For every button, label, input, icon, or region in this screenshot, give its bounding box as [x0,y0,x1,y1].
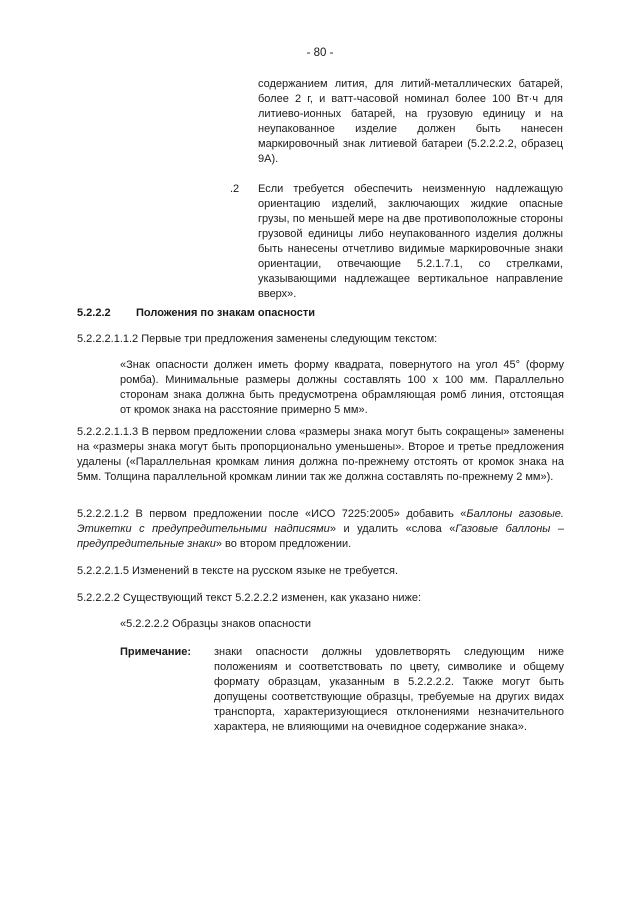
quoted-text-diamond-shape: «Знак опасности должен иметь форму квадрата, повернутого на угол 45° (форму ромба). Минимальные размеры должны составлять 100 x 100 мм. Параллельно сторонам знака должна быть предусмотрена обрамляющая ромб линия, отстоящая от кромок знака на расстояние примерно 5 мм». [120,359,564,416]
section-number: 5.2.2.2 [77,307,111,319]
note-text: знаки опасности должны удовлетворять следующим ниже положениям и соответствовать по цвету, символике и общему формату образцам, указанным в 5.2.2.2.2. Также могут быть допущены соответствующие образцы, требуемые на других видах транспорта, характеризующиеся отклонениями незначительного характера, не влияющими на очевидное содержание знака». [214,646,564,733]
quoted-subheading: «5.2.2.2.2 Образцы знаков опасности [120,618,312,630]
para3-middle: » и удалить «слова « [329,523,456,535]
para3-after: » во втором предложении. [215,538,352,550]
para3-italic-1: Баллоны газовые. Этикетки с предупредительными надписями [77,508,564,535]
para3-before: 5.2.2.2.1.2 В первом предложении после «ИСО 7225:2005» добавить « [77,508,467,520]
item-label: .2 [230,183,240,195]
section-heading [77,306,315,321]
orientation-mark-paragraph: Если требуется обеспечить неизменную надлежащую ориентацию изделий, заключающих жидкие опасные грузы, по меньшей мере на две противоположные стороны грузовой единицы либо неупакованного изделия должны быть нанесены отчетливо видимые маркировочные знаки ориентации, отвечающие 5.2.1.7.1, со стрелками, указывающими надлежащее вертикальное направление вверх». [258,183,563,300]
page-number: - 80 - [306,47,334,59]
amendment-paragraph-3 [77,507,564,552]
amendment-paragraph-2: 5.2.2.2.1.1.3 В первом предложении слова «размеры знака могут быть сокращены» заменены на «размеры знака могут быть пропорционально уменьшены». Второе и третье предложения удалены («Параллельная кромкам линия должна по-прежнему отстоять от кромок знака на 5мм. Толщина параллельной кромкам линии так же должна составлять по-прежнему 2 мм»). [77,426,564,483]
lithium-battery-paragraph: содержанием лития, для литий-металлических батарей, более 2 г, и ватт-часовой номинал более 100 Вт·ч для литиево-ионных батарей, на грузовую единицу и на неупакованное изделие должен быть нанесен маркировочный знак литиевой батареи (5.2.2.2.2, образец 9А). [258,78,563,165]
section-title: Положения по знакам опасности [136,307,315,319]
amendment-paragraph-1: 5.2.2.2.1.1.2 Первые три предложения заменены следующим текстом: [77,333,438,345]
amendment-paragraph-5: 5.2.2.2.2 Существующий текст 5.2.2.2.2 изменен, как указано ниже: [77,592,422,604]
note-label: Примечание: [120,646,192,658]
para3-italic-2: Газовые баллоны – предупредительные знаки [77,523,564,550]
amendment-paragraph-4: 5.2.2.2.1.5 Изменений в тексте на русском языке не требуется. [77,565,399,577]
